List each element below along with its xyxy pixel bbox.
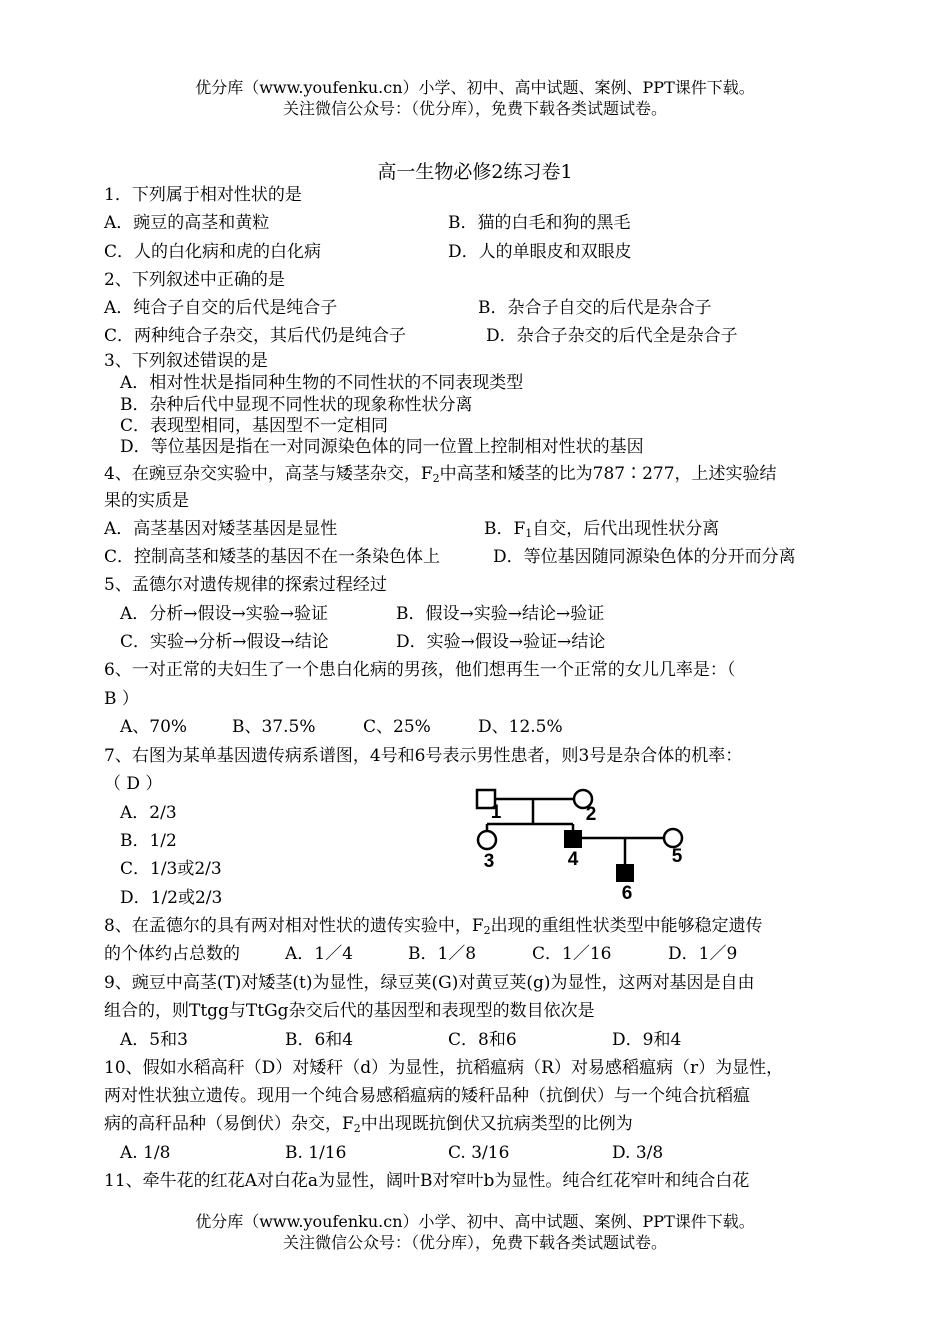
q10-option-c: C. 3/16 [448,1143,510,1163]
pedigree-label-2: 2 [585,804,597,825]
q10-subscript: 2 [353,1122,361,1135]
q8-stem-post: 出现的重组性状类型中能够稳定遗传 [490,916,763,936]
q2-option-c: C．两种纯合子杂交，其后代仍是纯合子 [104,326,407,346]
q7-option-d: D．1/2或2/3 [120,888,223,908]
q1-option-b: B．猫的白毛和狗的黑毛 [448,213,631,233]
pedigree-affected-male-6 [616,864,634,882]
q10-stem-line-3 [104,1113,633,1135]
q4-option-b-subscript: 1 [525,527,533,540]
q2-option-a: A．纯合子自交的后代是纯合子 [104,298,338,318]
header-line-1: 优分库（www.youfenku.cn）小学、初中、高中试题、案例、PPT课件下载。 [195,78,755,97]
q3-option-b: B．杂种后代中显现不同性状的现象称性状分离 [120,395,473,415]
pedigree-female-3 [478,831,496,849]
q6-option-c: C、25% [363,717,431,737]
q6-stem-line-1: 6、一对正常的夫妇生了一个患白化病的男孩，他们想再生一个正常的女儿几率是：（ [104,660,736,680]
pedigree-label-6: 6 [621,883,633,902]
q2-stem: 2、下列叙述中正确的是 [104,270,285,290]
q4-option-a: A．高茎基因对矮茎基因是显性 [104,519,338,539]
q6-option-b: B、37.5% [232,717,316,737]
q7-stem-line-2: （ D ） [104,774,163,794]
pedigree-label-4: 4 [567,849,579,870]
page-footer [0,1211,950,1253]
pedigree-label-3: 3 [483,851,495,872]
q4-stem-post: 中高茎和矮茎的比为787∶277，上述实验结 [439,464,777,484]
pedigree-female-5 [664,829,682,847]
q10-stem-line-2: 两对性状独立遗传。现用一个纯合易感稻瘟病的矮秆品种（抗倒伏）与一个纯合抗稻瘟 [104,1086,750,1106]
q7-stem-line-1: 7、右图为某单基因遗传病系谱图，4号和6号表示男性患者，则3号是杂合体的机率： [104,746,743,766]
page-header [0,77,950,119]
pedigree-label-1: 1 [490,802,502,823]
q9-stem-line-2: 组合的，则Ttgg与TtGg杂交后代的基因型和表现型的数目依次是 [104,1001,595,1021]
q1-stem: 1．下列属于相对性状的是 [104,185,302,205]
q10-stem-pre: 病的高秆品种（易倒伏）杂交，F [104,1114,354,1134]
q9-option-a: A．5和3 [120,1030,188,1050]
q5-stem: 5、孟德尔对遗传规律的探索过程经过 [104,575,387,595]
q4-stem-line-2: 果的实质是 [104,491,189,511]
q8-option-b: B．1／8 [408,944,477,964]
q2-option-d: D．杂合子杂交的后代全是杂合子 [486,326,738,346]
q3-stem: 3、下列叙述错误的是 [104,351,268,371]
pedigree-chart [465,782,705,902]
q8-option-d: D．1／9 [668,944,738,964]
q2-option-b: B．杂合子自交的后代是杂合子 [478,298,712,318]
q4-stem-line-1 [104,463,777,485]
q5-option-d: D．实验→假设→验证→结论 [396,632,606,652]
q8-option-a: A．1／4 [285,944,353,964]
q8-subscript: 2 [483,924,491,937]
q1-option-d: D．人的单眼皮和双眼皮 [448,242,632,262]
q8-stem-line-2: 的个体约占总数的 [104,944,240,964]
pedigree-affected-male-4 [564,830,582,848]
q4-subscript: 2 [432,472,440,485]
q4-option-c: C．控制高茎和矮茎的基因不在一条染色体上 [104,547,441,567]
q10-option-b: B. 1/16 [285,1143,347,1163]
q4-option-d: D．等位基因随同源染色体的分开而分离 [493,547,796,567]
q9-option-d: D．9和4 [612,1030,682,1050]
q4-option-b-post: 自交，后代出现性状分离 [532,519,720,539]
q7-option-c: C．1/3或2/3 [120,859,222,879]
q10-option-d: D. 3/8 [612,1143,664,1163]
q4-stem-pre: 4、在豌豆杂交实验中，高茎与矮茎杂交，F [104,464,433,484]
q1-option-a: A．豌豆的高茎和黄粒 [104,213,270,233]
q3-option-a: A．相对性状是指同种生物的不同性状的不同表现类型 [120,373,524,393]
q1-option-c: C．人的白化病和虎的白化病 [104,242,322,262]
q6-option-a: A、70% [120,717,188,737]
q7-option-a: A．2/3 [120,803,177,823]
q9-option-b: B．6和4 [285,1030,354,1050]
q9-stem-line-1: 9、豌豆中高茎(T)对矮茎(t)为显性，绿豆荚(G)对黄豆荚(g)为显性，这两对基因是自由 [104,973,755,993]
q5-option-c: C．实验→分析→假设→结论 [120,632,329,652]
q3-option-d: D．等位基因是指在一对同源染色体的同一位置上控制相对性状的基因 [120,437,644,457]
q7-option-b: B．1/2 [120,831,177,851]
pedigree-label-5: 5 [671,846,683,867]
q8-option-c: C．1／16 [532,944,612,964]
q10-stem-post: 中出现既抗倒伏又抗病类型的比例为 [360,1114,633,1134]
q3-option-c: C．表现型相同，基因型不一定相同 [120,416,389,436]
q4-option-b [484,518,719,540]
q9-option-c: C．8和6 [448,1030,517,1050]
footer-line-2: 关注微信公众号：（优分库），免费下载各类试题试卷。 [282,1233,667,1252]
q5-option-b: B．假设→实验→结论→验证 [396,604,605,624]
q6-option-d: D、12.5% [478,717,563,737]
q11-stem-line-1: 11、牵牛花的红花A对白花a为显性，阔叶B对窄叶b为显性。纯合红花窄叶和纯合白花 [104,1171,750,1191]
q6-stem-line-2: B ） [104,689,139,709]
q10-stem-line-1: 10、假如水稻高秆（D）对矮秆（d）为显性，抗稻瘟病（R）对易感稻瘟病（r）为显性， [104,1058,784,1078]
q8-stem-line-1 [104,915,763,937]
footer-line-1: 优分库（www.youfenku.cn）小学、初中、高中试题、案例、PPT课件下载。 [195,1212,755,1231]
q4-option-b-pre: B．F [484,519,526,539]
q5-option-a: A．分析→假设→实验→验证 [120,604,329,624]
q10-option-a: A. 1/8 [120,1143,171,1163]
page-title: 高一生物必修2练习卷1 [377,161,573,183]
q8-stem-pre: 8、在孟德尔的具有两对相对性状的遗传实验中，F [104,916,484,936]
header-line-2: 关注微信公众号：（优分库），免费下载各类试题试卷。 [282,99,667,118]
